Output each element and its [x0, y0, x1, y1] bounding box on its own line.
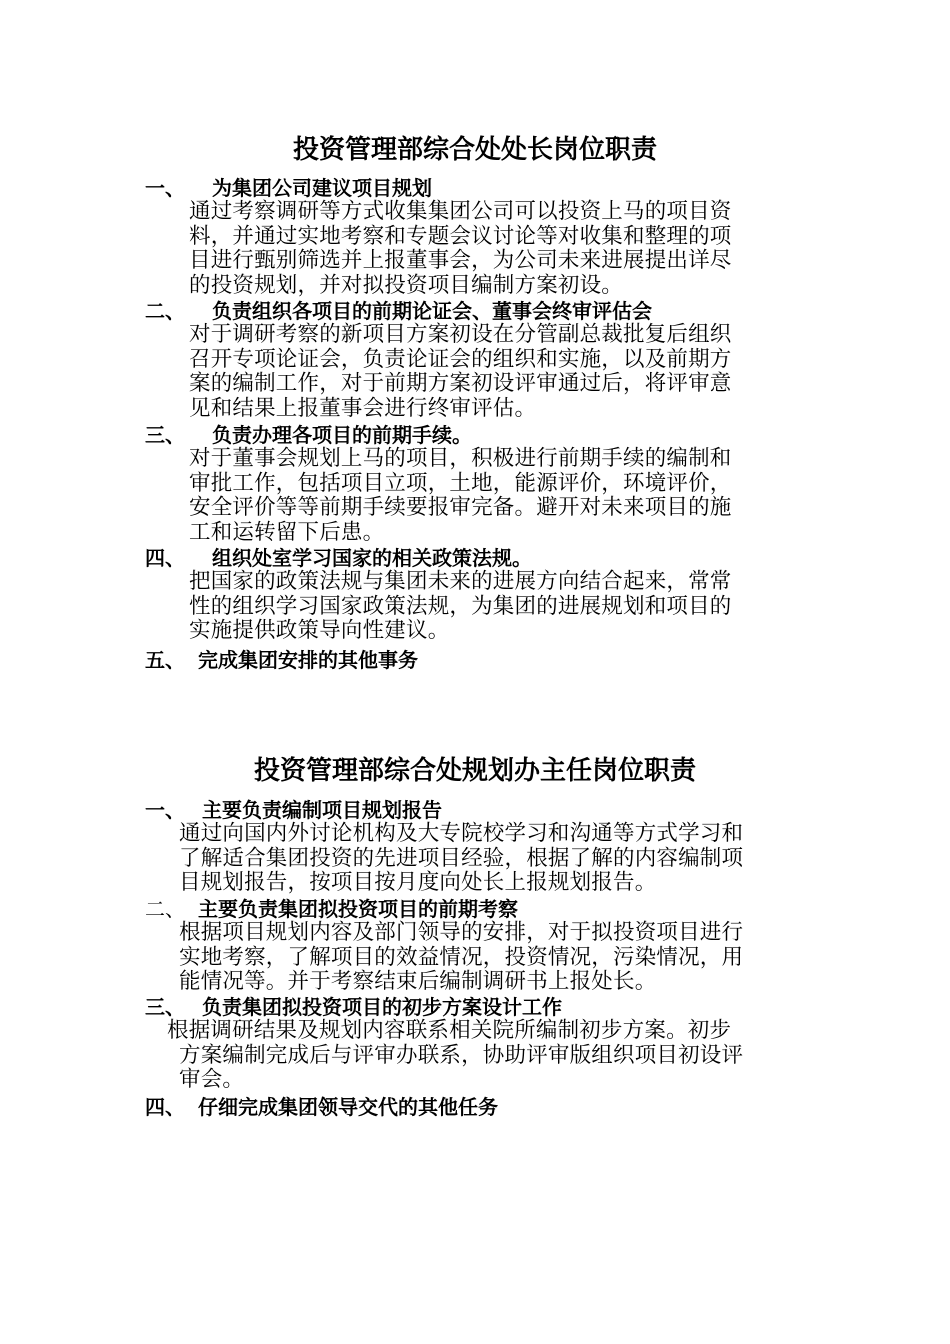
- s2-item-2-heading: [145, 897, 805, 921]
- s1-item-3-line: 工和运转留下后患。: [189, 519, 385, 545]
- s2-item-3-title: 负责集团拟投资项目的初步方案设计工作: [202, 995, 562, 1019]
- s2-item-2-line: 实地考察，了解项目的效益情况，投资情况，污染情况，用: [179, 944, 744, 970]
- s1-item-2-number: 二、: [145, 299, 185, 323]
- s1-item-1-title: 为集团公司建议项目规划: [212, 176, 432, 200]
- s1-item-3-line: 对于董事会规划上马的项目，积极进行前期手续的编制和: [189, 446, 732, 471]
- s1-item-2-line: 案的编制工作，对于前期方案初设评审通过后，将评审意: [189, 371, 732, 397]
- s1-item-2-line: 对于调研考察的新项目方案初设在分管副总裁批复后组织: [189, 322, 732, 347]
- s1-item-1-body: [189, 200, 806, 298]
- s1-item-4-line: 实施提供政策导向性建议。: [189, 618, 450, 644]
- s1-item-5-heading: [145, 648, 805, 672]
- s2-item-3-heading: [145, 995, 805, 1019]
- s1-item-2-line: 召开专项论证会，负责论证会的组织和实施，以及前期方: [189, 346, 732, 372]
- s1-item-1-heading: [145, 176, 805, 200]
- s1-item-2-body: [189, 323, 806, 421]
- s2-item-4-heading: [145, 1095, 805, 1119]
- s2-item-3-line: 根据调研结果及规划内容联系相关院所编制初步方案。初步: [167, 1018, 732, 1043]
- s1-item-3-line: 安全评价等等前期手续要报审完备。避开对未来项目的施: [189, 495, 732, 521]
- s2-item-1-line: 了解适合集团投资的先进项目经验，根据了解的内容编制项: [179, 845, 744, 871]
- s2-item-3-number: 三、: [145, 995, 185, 1019]
- s1-item-4-number: 四、: [145, 546, 185, 570]
- s2-item-2-line: 根据项目规划内容及部门领导的安排，对于拟投资项目进行: [179, 920, 744, 945]
- s2-item-3-line: 审会。: [179, 1067, 245, 1093]
- s1-item-1-line: 目进行甄别筛选并上报董事会，为公司未来进展提出详尽: [189, 248, 732, 274]
- s2-item-2-body: [179, 921, 806, 995]
- section-1-title: 投资管理部综合处处长岗位职责: [292, 135, 657, 165]
- s1-item-4-body: [189, 570, 806, 644]
- s2-item-1-title: 主要负责编制项目规划报告: [202, 798, 442, 822]
- s1-item-1-number: 一、: [145, 176, 185, 200]
- s2-item-3-line: 方案编制完成后与评审办联系，协助评审版组织项目初设评: [179, 1042, 744, 1068]
- s1-item-2-line: 见和结果上报董事会进行终审评估。: [189, 395, 537, 421]
- section-2-title: 投资管理部综合处规划办主任岗位职责: [253, 756, 696, 786]
- s1-item-2-title: 负责组织各项目的前期论证会、董事会终审评估会: [212, 299, 652, 323]
- s2-item-1-line: 目规划报告，按项目按月度向处长上报规划报告。: [179, 870, 657, 896]
- s1-item-5-title: 完成集团安排的其他事务: [198, 648, 418, 672]
- s2-item-4-number: 四、: [145, 1095, 185, 1119]
- s1-item-5-number: 五、: [145, 648, 185, 672]
- s1-item-3-title: 负责办理各项目的前期手续。: [212, 423, 472, 447]
- s1-item-3-heading: [145, 423, 805, 447]
- s1-item-3-line: 审批工作，包括项目立项，土地，能源评价，环境评价，: [189, 470, 732, 496]
- s2-item-4-title: 仔细完成集团领导交代的其他任务: [198, 1095, 498, 1119]
- s1-item-4-title: 组织处室学习国家的相关政策法规。: [212, 546, 532, 570]
- s2-item-1-body: [179, 822, 806, 896]
- s1-item-2-heading: [145, 299, 805, 323]
- s2-item-3-body: [167, 1019, 806, 1093]
- s1-item-3-number: 三、: [145, 423, 185, 447]
- s1-item-4-line: 把国家的政策法规与集团未来的进展方向结合起来，常常: [189, 569, 732, 594]
- s1-item-1-line: 的投资规划，并对拟投资项目编制方案初设。: [189, 272, 624, 298]
- s1-item-4-heading: [145, 546, 805, 570]
- s1-item-1-line: 通过考察调研等方式收集集团公司可以投资上马的项目资: [189, 199, 732, 224]
- s2-item-2-line: 能情况等。并于考察结束后编制调研书上报处长。: [179, 969, 657, 995]
- s2-item-2-title: 主要负责集团拟投资项目的前期考察: [198, 897, 518, 921]
- s1-item-4-line: 性的组织学习国家政策法规，为集团的进展规划和项目的: [189, 593, 732, 619]
- s2-item-1-heading: [145, 798, 805, 822]
- s1-item-1-line: 料，并通过实地考察和专题会议讨论等对收集和整理的项: [189, 223, 732, 249]
- s1-item-3-body: [189, 447, 806, 545]
- s2-item-1-number: 一、: [145, 798, 185, 822]
- s2-item-1-line: 通过向国内外讨论机构及大专院校学习和沟通等方式学习和: [179, 821, 744, 846]
- s2-item-2-number: 二、: [145, 897, 185, 921]
